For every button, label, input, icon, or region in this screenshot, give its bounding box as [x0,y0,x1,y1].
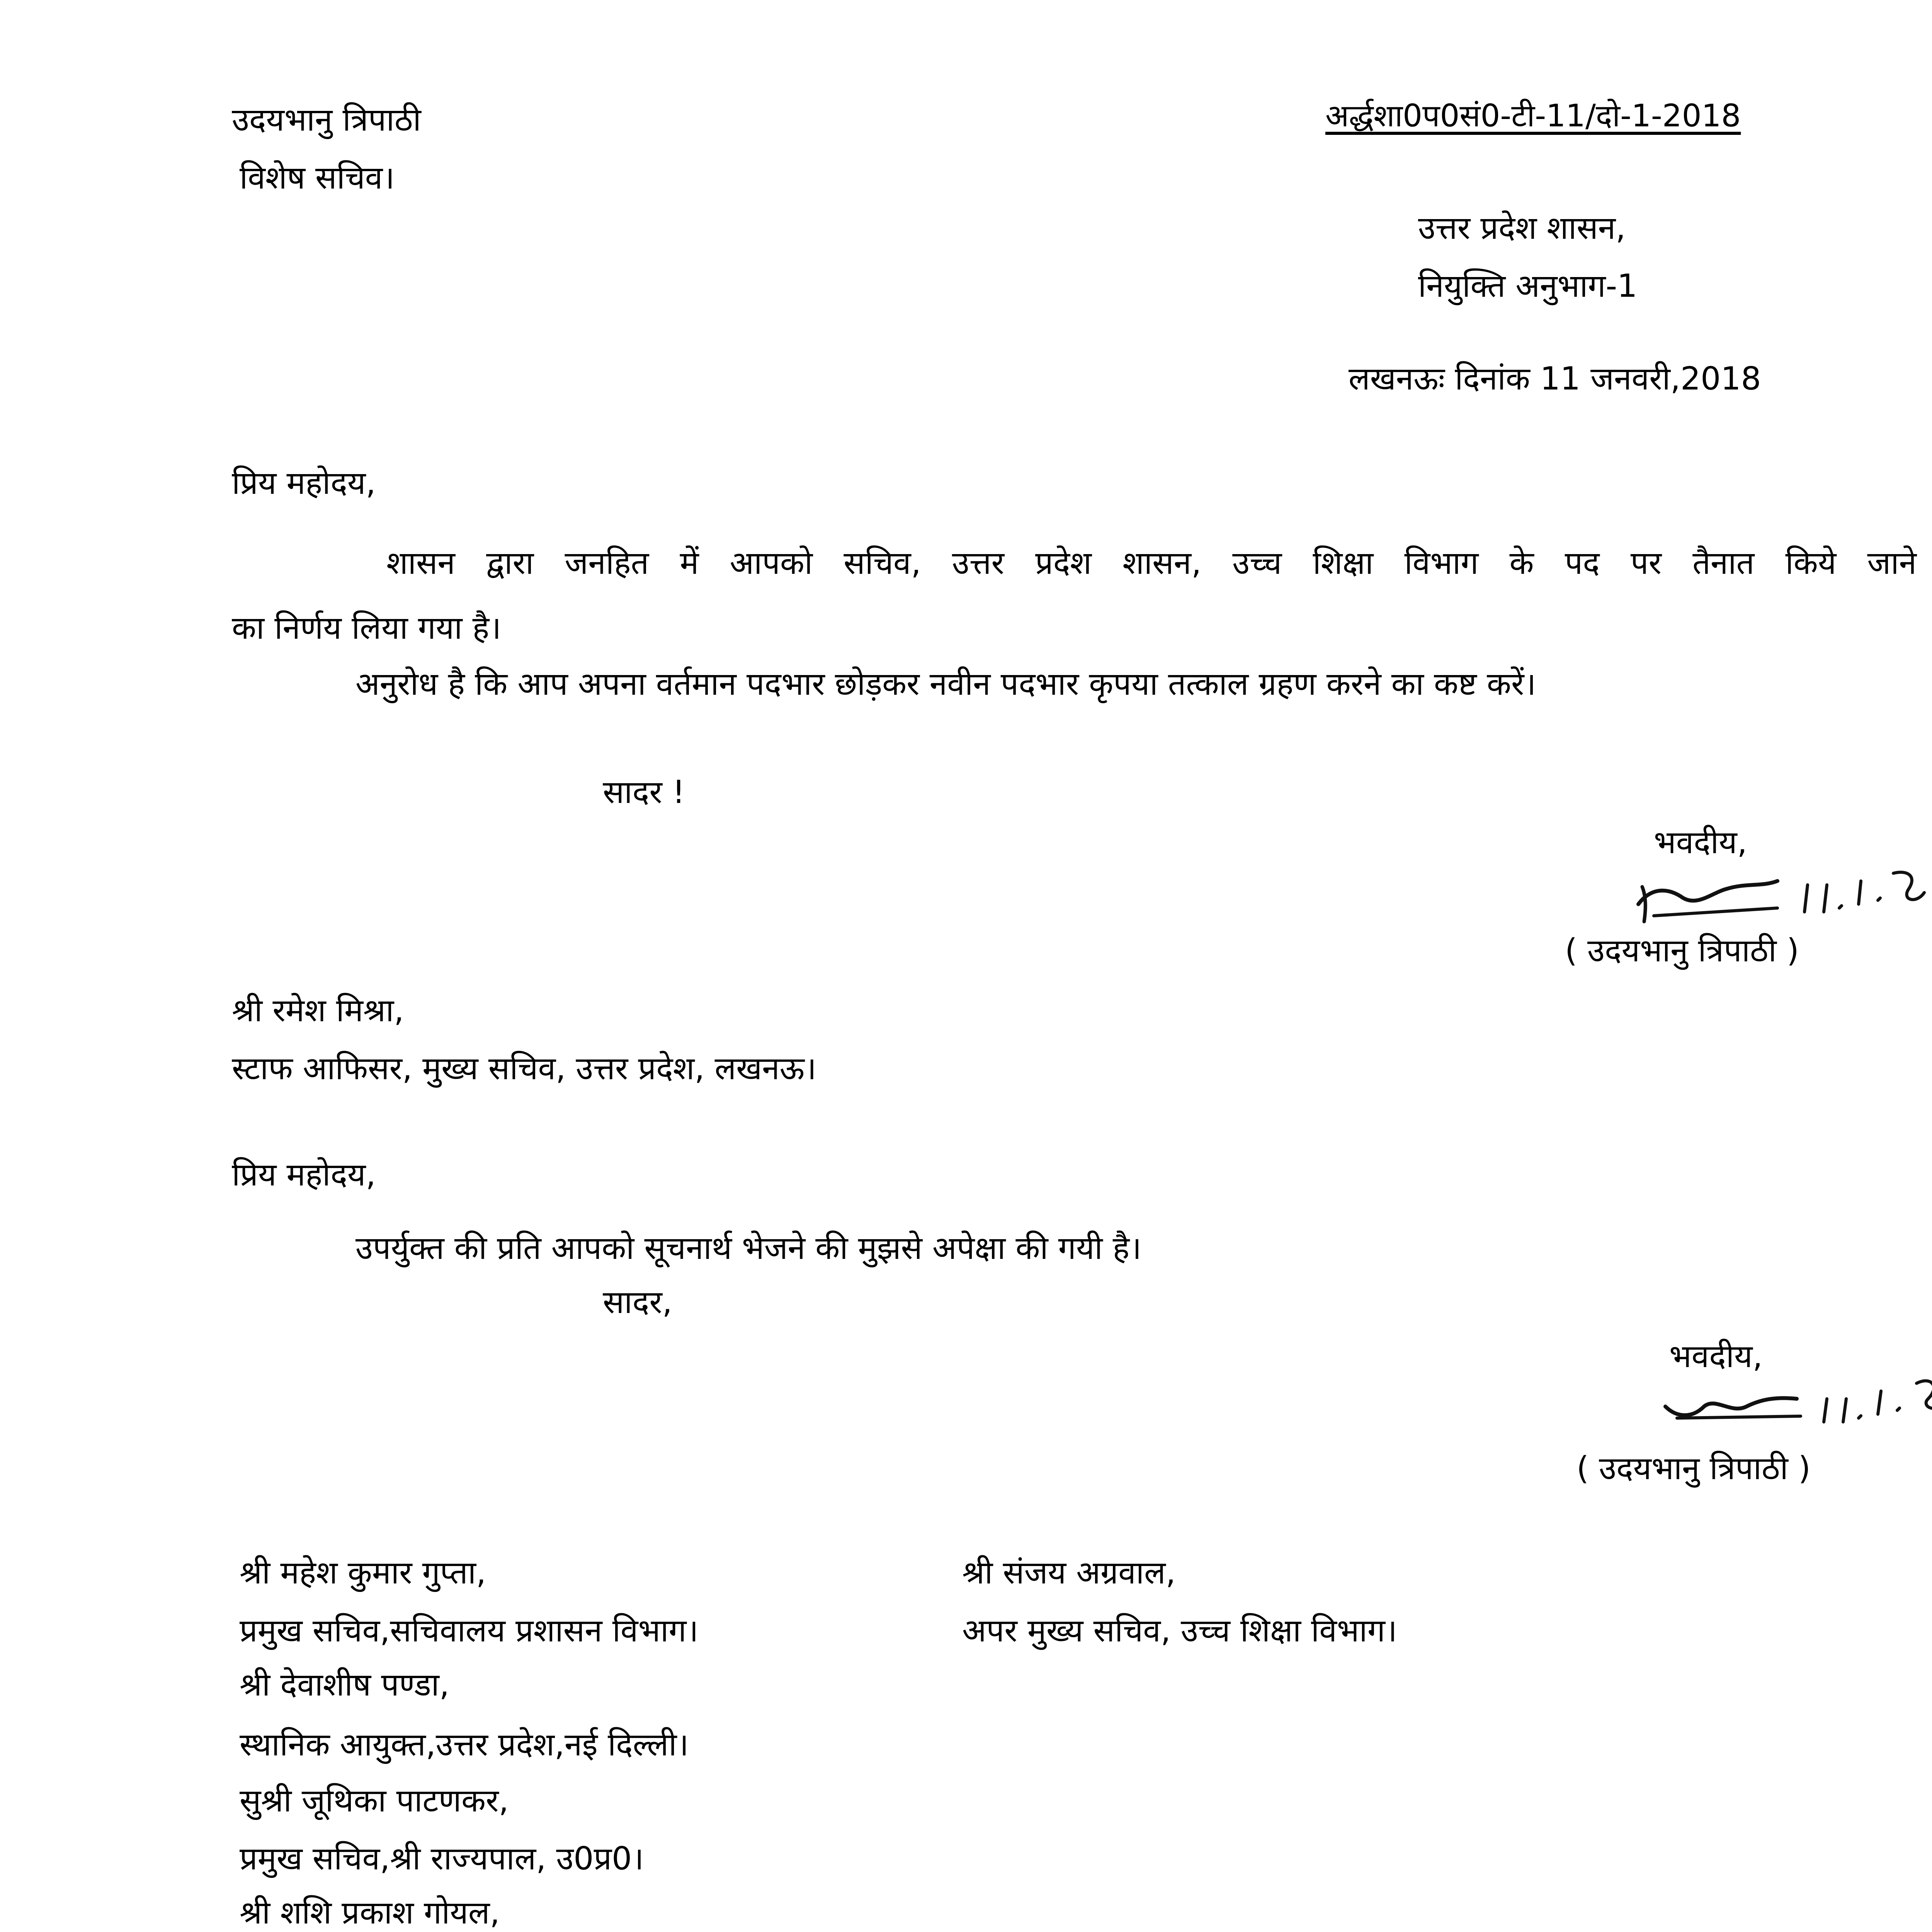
recipient-line: श्री महेश कुमार गुप्ता, [240,1554,486,1591]
recipient-line: प्रमुख सचिव,सचिवालय प्रशासन विभाग। [240,1612,699,1649]
place-date: लखनऊः दिनांक 11 जनवरी,2018 [1349,361,1761,397]
salutation-2: प्रिय महोदय, [232,1156,376,1193]
para-2: अनुरोध है कि आप अपना वर्तमान पदभार छोड़कर नवीन पदभार कृपया तत्काल ग्रहण करने का कष्ट करें। [355,666,1536,702]
reference-number: अर्द्धशा0प0सं0-टी-11/दो-1-2018 [1325,98,1741,134]
office-line-2: नियुक्ति अनुभाग-1 [1418,268,1638,304]
recipient-line: श्री देवाशीष पण्डा, [240,1667,449,1703]
recipient-line: अपर मुख्य सचिव, उच्च शिक्षा विभाग। [962,1612,1397,1649]
sender-designation: विशेष सचिव। [240,160,395,196]
signatory-1: ( उदयभानु त्रिपाठी ) [1565,932,1799,969]
addressee-name: श्री रमेश मिश्रा, [232,992,404,1029]
addressee-designation: स्टाफ आफिसर, मुख्य सचिव, उत्तर प्रदेश, लखनऊ। [232,1050,817,1087]
closing-1: सादर ! [603,774,685,811]
para-1-line-2: का निर्णय लिया गया है। [232,610,502,646]
recipient-line: श्री संजय अग्रवाल, [962,1554,1176,1591]
signature-2 [1654,1360,1932,1453]
yours-1: भवदीय, [1654,824,1747,861]
sender-name: उदयभानु त्रिपाठी [232,102,421,138]
salutation-1: प्रिय महोदय, [232,465,376,502]
recipient-line: सुश्री जूथिका पाटणकर, [240,1782,509,1819]
office-line-1: उत्तर प्रदेश शासन, [1418,210,1626,247]
closing-2: सादर, [603,1284,672,1321]
yours-2: भवदीय, [1669,1338,1763,1375]
letter-2-body: उपर्युक्त की प्रति आपको सूचनार्थ भेजने की मुझसे अपेक्षा की गयी है। [355,1230,1142,1267]
recipient-line: स्थानिक आयुक्त,उत्तर प्रदेश,नई दिल्ली। [240,1726,689,1763]
recipient-line: श्री शशि प्रकाश गोयल, [240,1895,500,1931]
signatory-2: ( उदयभानु त्रिपाठी ) [1577,1450,1811,1487]
para-1-line-1: शासन द्वारा जनहित में आपको सचिव, उत्तर प्रदेश शासन, उच्च शिक्षा विभाग के पद पर तैनात किये जाने [386,545,1917,582]
recipient-line: प्रमुख सचिव,श्री राज्यपाल, उ0प्र0। [240,1840,644,1877]
